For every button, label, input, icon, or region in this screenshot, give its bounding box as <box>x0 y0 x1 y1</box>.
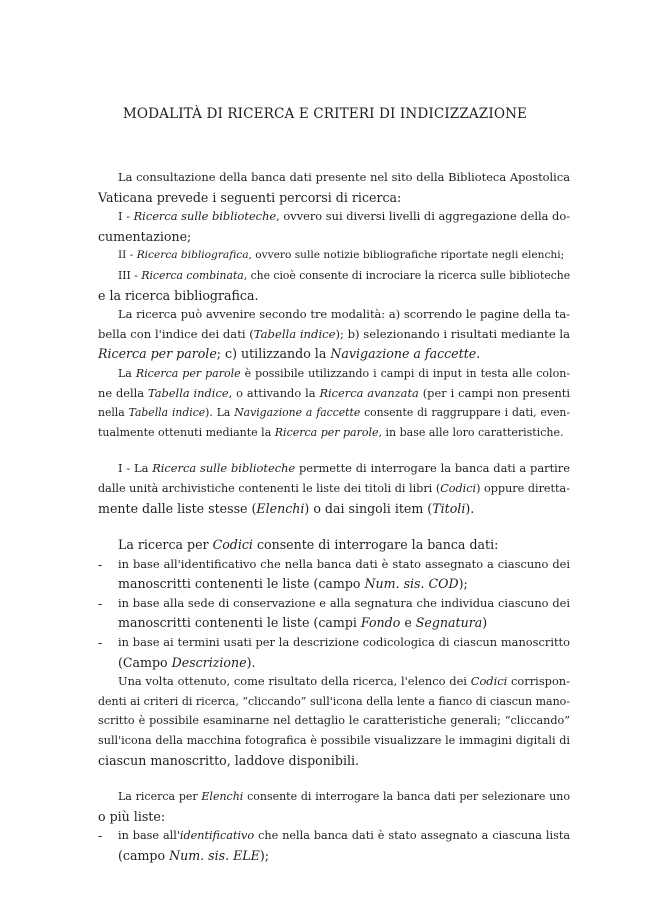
paragraph-gap <box>98 518 570 535</box>
text-line: ne della Tabella indice, o attivando la Ricerca avanzata (per i campi non presenti <box>98 385 570 400</box>
text-line: ciascun manoscritto, laddove disponibili. <box>98 752 360 768</box>
list-dash: - <box>98 635 103 651</box>
text-line: bella con l'indice dei dati (Tabella indice); b) selezionando i risultati mediante la <box>98 326 571 341</box>
text-line: I - Ricerca sulle biblioteche, ovvero sui diversi livelli di aggregazione della do- <box>118 209 571 224</box>
text-line: manoscritti contenenti le liste (campo Num. sis. COD); <box>118 576 468 592</box>
text-line: o più liste: <box>98 808 166 824</box>
text-line: sull'icona della macchina fotografica è possibile visualizzare le immagini digitali di <box>98 734 570 748</box>
list-dash: - <box>98 556 103 572</box>
text-line: in base alla sede di conservazione e alla segnatura che individua ciascuno dei <box>118 595 570 610</box>
paragraph-codici <box>98 535 570 555</box>
text-line: Ricerca per parole; c) utilizzando la Navigazione a faccette. <box>98 346 481 362</box>
text-line: scritto è possibile esaminarne nel dettaglio le caratteristiche generali; “cliccando” <box>98 714 570 728</box>
text-line: manoscritti contenenti le liste (campi Fondo e Segnatura) <box>118 615 488 631</box>
paragraph-gap <box>98 442 570 459</box>
text-line: (Campo Descrizione). <box>118 654 256 670</box>
text-line: II - Ricerca bibliografica, ovvero sulle notizie bibliografiche riportate negli elenchi; <box>118 249 565 262</box>
document-body <box>98 168 570 866</box>
text-line: La ricerca per Elenchi consente di interrogare la banca dati per selezionare uno <box>118 790 570 804</box>
paragraph-gap <box>98 770 570 787</box>
text-line: denti ai criteri di ricerca, “cliccando” sull'icona della lente a fianco di ciascun mano- <box>98 694 570 708</box>
list-item <box>98 555 570 594</box>
paragraph-search-combined <box>98 266 570 305</box>
paragraph-intro <box>98 168 570 207</box>
text-line: cumentazione; <box>98 228 192 244</box>
list-item <box>98 633 570 672</box>
paragraph-search-bibliographic <box>98 246 570 266</box>
list-item <box>98 826 570 865</box>
text-line: Vaticana prevede i seguenti percorsi di ricerca: <box>98 189 402 205</box>
text-line: La ricerca per Codici consente di interrogare la banca dati: <box>118 537 499 553</box>
text-line: dalle unità archivistiche contenenti le liste dei titoli di libri (Codici) oppure diretta- <box>98 481 570 495</box>
text-line: in base ai termini usati per la descrizione codicologica di ciascun manoscritto <box>118 635 570 650</box>
list-dash: - <box>98 828 103 844</box>
paragraph-elenchi <box>98 787 570 826</box>
text-line: tualmente ottenuti mediante la Ricerca per parole, in base alle loro caratteristiche. <box>98 425 564 439</box>
text-line: nella Tabella indice). La Navigazione a faccette consente di raggruppare i dati, even- <box>98 406 570 420</box>
text-line: La Ricerca per parole è possibile utilizzando i campi di input in testa alle colon- <box>118 366 570 380</box>
paragraph-search-libraries <box>98 207 570 246</box>
text-line: La consultazione della banca dati presente nel sito della Biblioteca Apostolica <box>118 170 570 184</box>
page-title: MODALITÀ DI RICERCA E CRITERI DI INDICIZZAZIONE <box>122 106 528 122</box>
text-line: in base all'identificativo che nella banca dati è stato assegnato a ciascuna lista <box>118 829 570 843</box>
text-line: I - La Ricerca sulle biblioteche permette di interrogare la banca dati a partire <box>118 461 570 476</box>
text-line: La ricerca può avvenire secondo tre modalità: a) scorrendo le pagine della ta- <box>118 307 570 322</box>
text-line: III - Ricerca combinata, che cioè consente di incrociare la ricerca sulle biblioteche <box>118 268 571 282</box>
text-line: mente dalle liste stesse (Elenchi) o dai singoli item (Titoli). <box>98 500 475 516</box>
text-line: (campo Num. sis. ELE); <box>118 848 270 863</box>
paragraph-results <box>98 672 570 770</box>
text-line: in base all'identificativo che nella banca dati è stato assegnato a ciascuno dei <box>118 556 570 571</box>
list-item <box>98 594 570 633</box>
text-line: Una volta ottenuto, come risultato della ricerca, l'elenco dei Codici corrispon- <box>118 674 570 689</box>
paragraph-word-search <box>98 364 570 442</box>
text-line: e la ricerca bibliografica. <box>98 287 259 303</box>
paragraph-libraries-search <box>98 459 570 518</box>
paragraph-modes <box>98 305 570 364</box>
list-dash: - <box>98 595 103 611</box>
